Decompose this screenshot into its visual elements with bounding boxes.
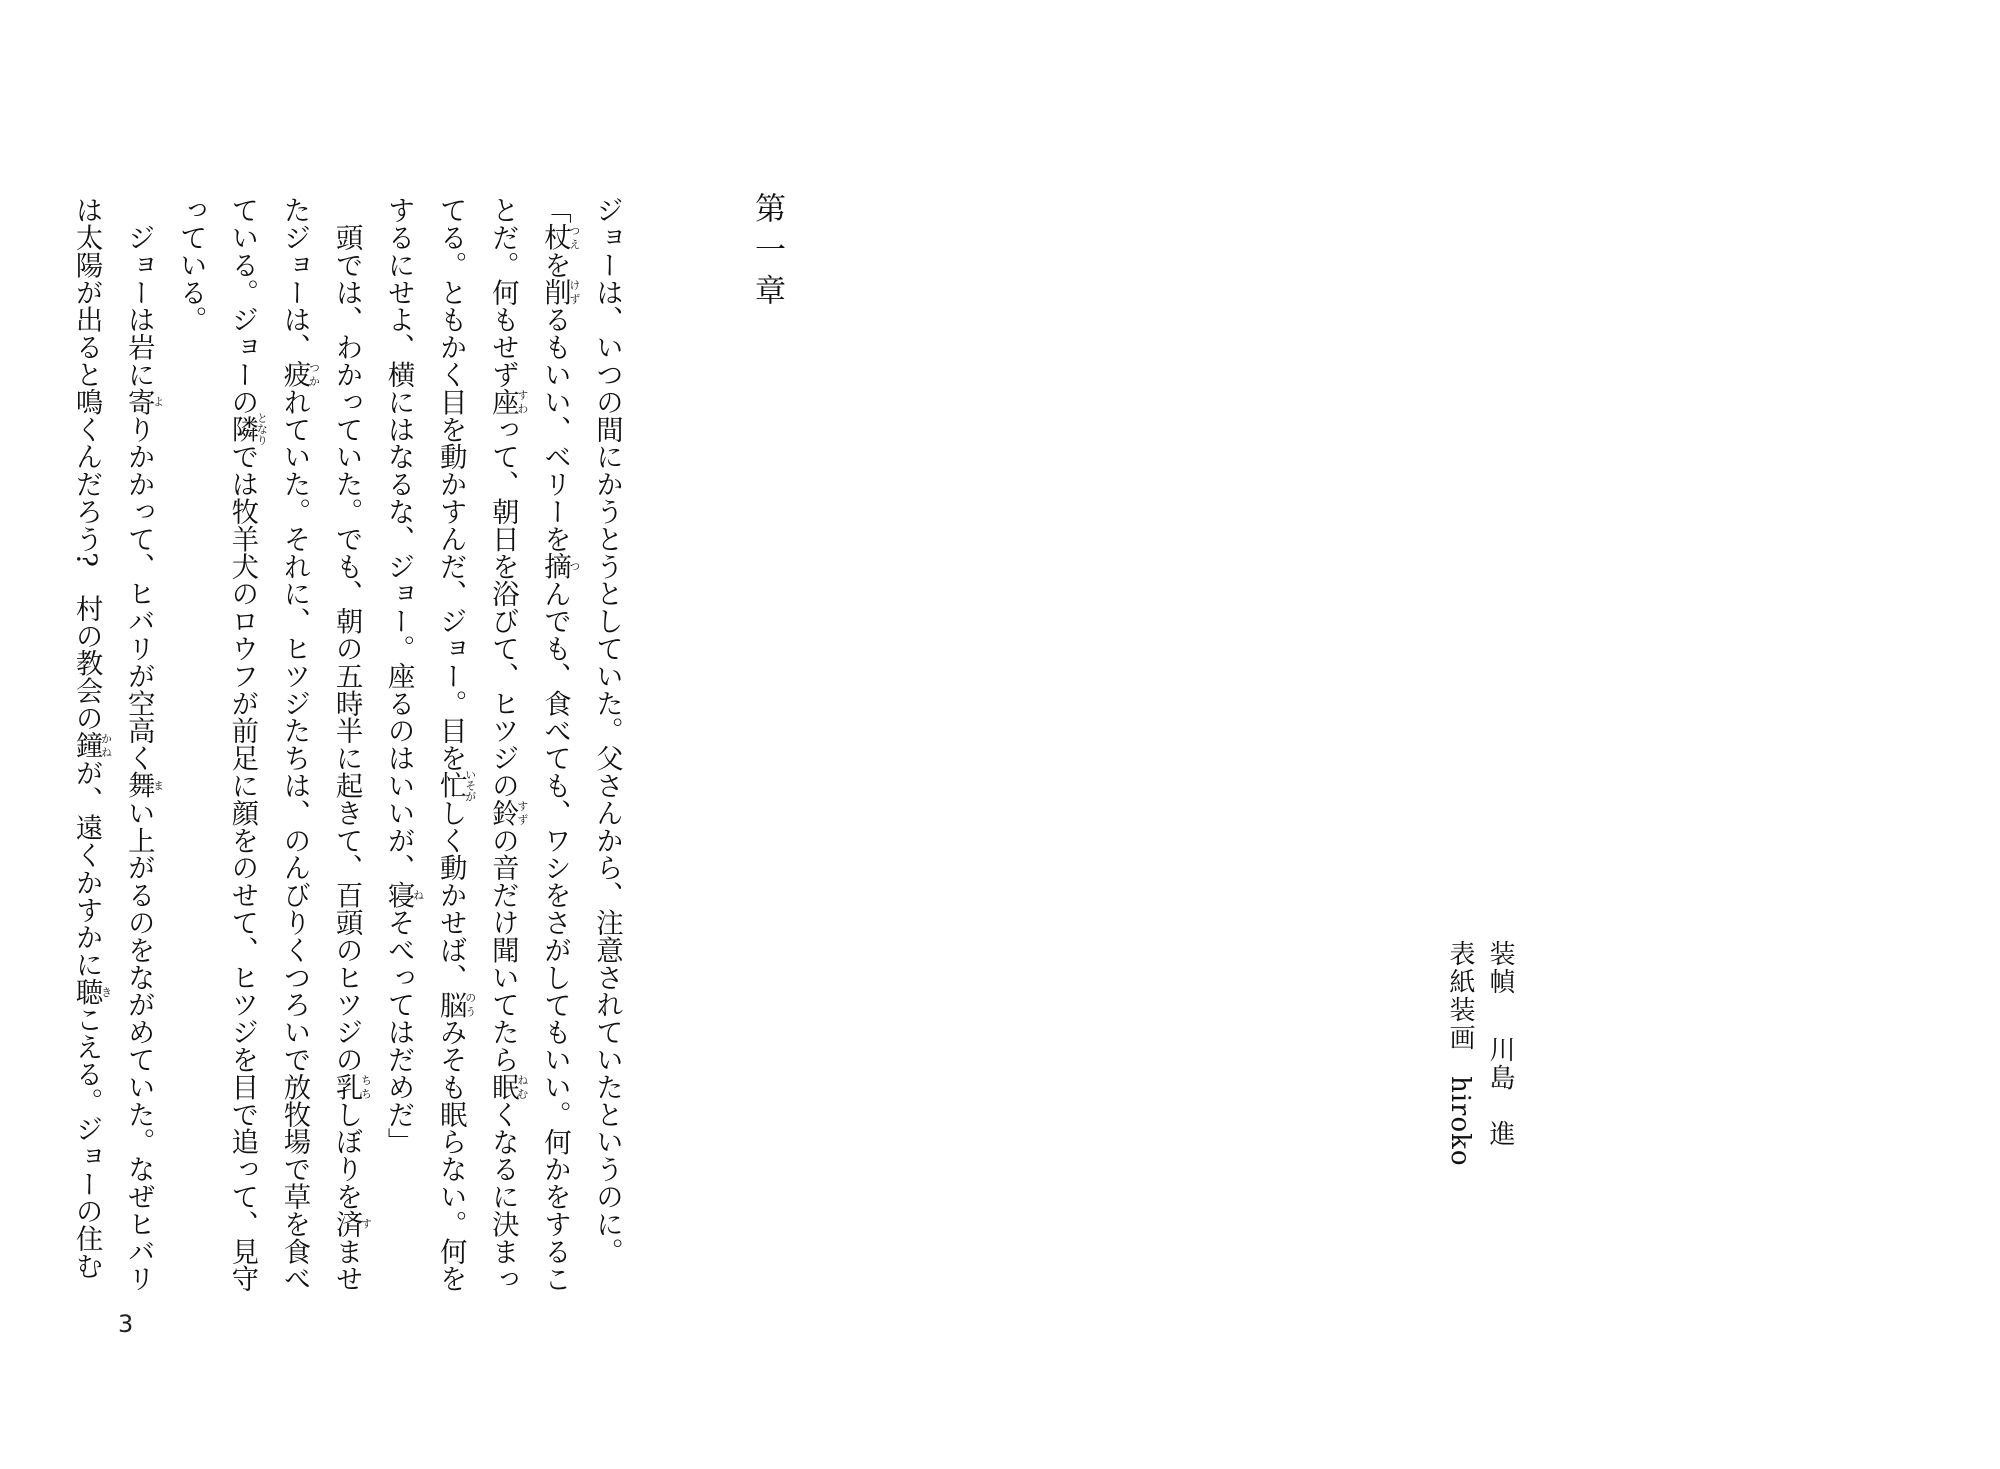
furigana-word	[382, 881, 425, 909]
text-column	[268, 196, 321, 1293]
text-run: こえる。ジョーの住む	[70, 1005, 102, 1280]
ruby-reading: ね	[411, 881, 425, 909]
text-column	[580, 196, 632, 1266]
ruby-base: 鈴	[486, 798, 518, 827]
credit-name: hiroko	[1445, 1076, 1475, 1167]
furigana-word	[122, 387, 165, 416]
text-column	[320, 196, 373, 1293]
credit-name: 川島 進	[1485, 1036, 1515, 1148]
text-run: って、朝日を浴びて、ヒツジの	[486, 415, 518, 799]
text-run: 「	[538, 196, 570, 224]
ruby-base: 隣	[226, 412, 258, 446]
text-column	[60, 196, 113, 1280]
text-run: ジョーは岩に	[122, 196, 154, 388]
ruby-reading: すわ	[515, 387, 529, 416]
ruby-base: 摘	[538, 552, 570, 580]
text-run: 頭では、わかっていた。でも、朝の五時半に起きて、百頭のヒツジの	[330, 196, 362, 1073]
text-column	[164, 196, 216, 1266]
text-column	[112, 196, 165, 1293]
text-run: ている。ジョーの	[226, 196, 258, 416]
furigana-word	[486, 798, 529, 827]
text-run: るもいい、ベリーを	[538, 305, 570, 553]
text-run: は太陽が出ると鳴くんだろう? 村の教会の	[70, 196, 102, 732]
ruby-reading: つ	[567, 552, 581, 580]
ruby-reading: す	[359, 1209, 373, 1238]
text-column	[372, 196, 424, 1266]
text-run: みそも眠らない。何を	[434, 1018, 466, 1293]
text-run: ませ	[330, 1237, 362, 1293]
text-run: しぼりを	[330, 1100, 362, 1210]
text-column	[476, 196, 529, 1293]
text-run: では牧羊犬のロウフが前足に顔をのせて、ヒツジを目で追って、見守	[226, 442, 258, 1293]
right-page	[1000, 0, 2000, 1469]
ruby-base: 寝	[382, 881, 414, 909]
text-column	[216, 196, 269, 1293]
text-column	[528, 196, 581, 1293]
ruby-reading: き	[99, 977, 113, 1006]
text-run: っている。	[174, 196, 206, 333]
text-run: が、遠くかすかに	[70, 758, 102, 978]
ruby-reading: ねむ	[515, 1072, 529, 1101]
ruby-base: 聴	[70, 977, 102, 1006]
furigana-word	[330, 1072, 373, 1101]
ruby-reading: けず	[567, 278, 581, 306]
text-run: くなるに決まっ	[486, 1100, 518, 1293]
ruby-base: 眠	[486, 1072, 518, 1101]
ruby-base: 済	[330, 1209, 362, 1238]
furigana-word	[226, 412, 269, 446]
ruby-base: 鐘	[70, 731, 102, 759]
furigana-word	[434, 768, 477, 802]
ruby-reading: つか	[307, 360, 321, 388]
text-run: れていた。それに、ヒツジたちは、のんびりくつろいで放牧場で草を食べ	[278, 387, 310, 1293]
text-run: りかかって、ヒバリが空高く	[122, 415, 154, 772]
text-run: ジョーは、いつの間にかうとうとしていた。父さんから、注意されていたというのに。	[591, 196, 622, 1265]
ruby-base: 杖	[538, 223, 570, 251]
furigana-word	[486, 387, 529, 416]
ruby-base: 脳	[434, 990, 466, 1019]
text-run: たジョーは、	[278, 196, 310, 361]
ruby-reading: いそが	[463, 768, 477, 802]
ruby-base: 舞	[122, 771, 154, 799]
text-column	[424, 196, 477, 1293]
furigana-word	[70, 731, 113, 759]
credit-role: 装幀	[1485, 940, 1515, 996]
text-run: んでも、食べても、ワシをさがしてもいい。何かをするこ	[538, 579, 570, 1293]
ruby-reading: すず	[515, 798, 529, 827]
furigana-word	[122, 771, 165, 799]
furigana-word	[434, 990, 477, 1019]
page-number: 3	[118, 1310, 134, 1338]
text-run: い上がるのをながめていた。なぜヒバリ	[122, 798, 154, 1293]
furigana-word	[538, 278, 581, 306]
ruby-reading: かね	[99, 731, 113, 759]
text-run: を	[538, 250, 570, 279]
furigana-word	[330, 1209, 373, 1238]
furigana-word	[486, 1072, 529, 1101]
text-run: とだ。何もせず	[486, 196, 518, 388]
ruby-base: 座	[486, 387, 518, 416]
credit-design	[1480, 940, 1520, 1240]
ruby-reading: ま	[151, 771, 165, 799]
ruby-reading: ちち	[359, 1072, 373, 1101]
ruby-base: 寄	[122, 387, 154, 416]
text-run: てる。ともかく目を動かすんだ、ジョー。目を	[434, 196, 466, 772]
ruby-base: 疲	[278, 360, 310, 388]
body-text	[60, 196, 632, 1293]
furigana-word	[70, 977, 113, 1006]
ruby-reading: よ	[151, 387, 165, 416]
ruby-base: 忙	[434, 768, 466, 802]
furigana-word	[278, 360, 321, 388]
furigana-word	[538, 223, 581, 251]
ruby-base: 削	[538, 278, 570, 306]
furigana-word	[538, 552, 581, 580]
chapter-title: 第一章	[749, 192, 785, 315]
ruby-base: 乳	[330, 1072, 362, 1101]
text-run: の音だけ聞いてたら	[486, 826, 518, 1073]
text-run: そべってはだめだ」	[382, 908, 414, 1156]
text-run: するにせよ、横にはなるな、ジョー。座るのはいいが、	[382, 196, 414, 881]
ruby-reading: のう	[463, 990, 477, 1019]
credit-role: 表紙装画	[1445, 940, 1475, 1052]
credit-cover-art	[1440, 940, 1480, 1240]
credits	[1440, 940, 1520, 1240]
ruby-reading: つえ	[567, 223, 581, 251]
ruby-reading: となり	[255, 412, 269, 446]
text-run: しく動かせば、	[434, 798, 466, 991]
